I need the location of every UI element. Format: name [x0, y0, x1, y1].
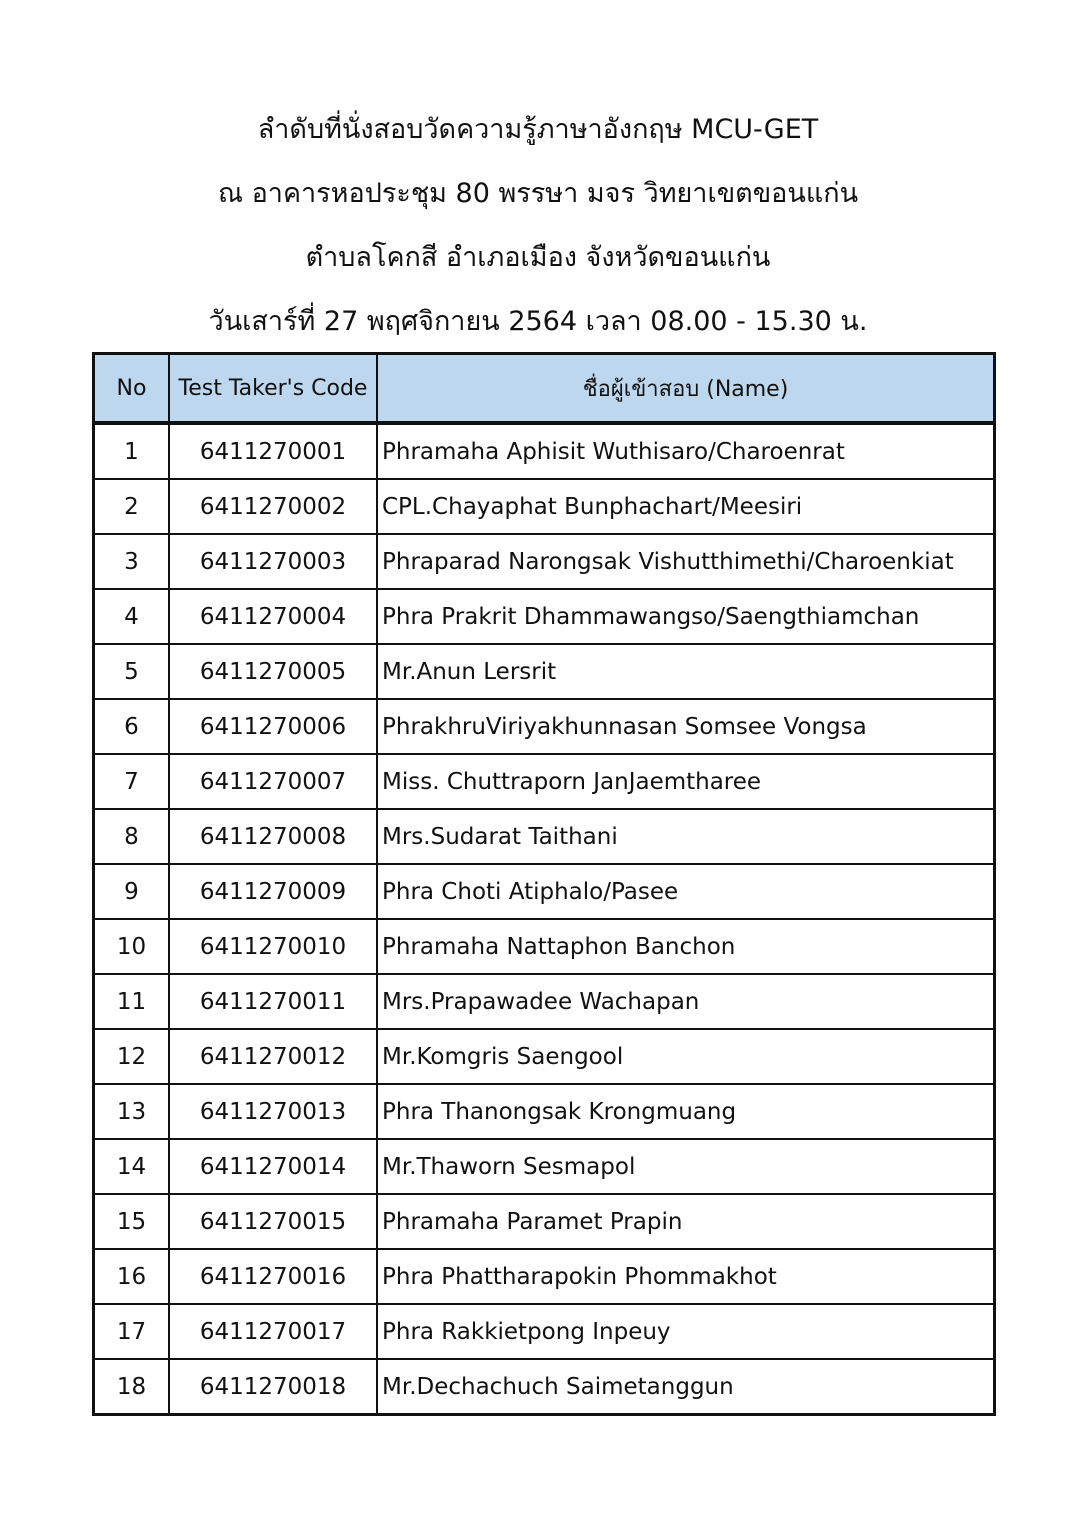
cell-name: Mr.Komgris Saengool	[377, 1029, 995, 1084]
table-row	[94, 809, 995, 864]
cell-name: CPL.Chayaphat Bunphachart/Meesiri	[377, 479, 995, 534]
cell-no: 4	[94, 589, 170, 644]
cell-code: 6411270015	[169, 1194, 377, 1249]
table-row	[94, 919, 995, 974]
table-row	[94, 1249, 995, 1304]
cell-code: 6411270002	[169, 479, 377, 534]
cell-name: Mr.Anun Lersrit	[377, 644, 995, 699]
cell-name: Phra Thanongsak Krongmuang	[377, 1084, 995, 1139]
column-header-code: Test Taker's Code	[169, 354, 377, 424]
cell-name: Mr.Thaworn Sesmapol	[377, 1139, 995, 1194]
column-header-no: No	[94, 354, 170, 424]
cell-no: 2	[94, 479, 170, 534]
table-row	[94, 1029, 995, 1084]
cell-no: 11	[94, 974, 170, 1029]
cell-no: 9	[94, 864, 170, 919]
cell-no: 3	[94, 534, 170, 589]
table-row	[94, 1304, 995, 1359]
cell-name: Mrs.Sudarat Taithani	[377, 809, 995, 864]
cell-no: 16	[94, 1249, 170, 1304]
cell-code: 6411270013	[169, 1084, 377, 1139]
seating-table	[92, 352, 996, 1416]
cell-name: Phraparad Narongsak Vishutthimethi/Charoenkiat	[377, 534, 995, 589]
title-line-exam: ลำดับที่นั่งสอบวัดความรู้ภาษาอังกฤษ MCU-GET	[257, 114, 819, 145]
cell-code: 6411270010	[169, 919, 377, 974]
cell-code: 6411270005	[169, 644, 377, 699]
cell-no: 6	[94, 699, 170, 754]
cell-name: Phra Rakkietpong Inpeuy	[377, 1304, 995, 1359]
cell-no: 12	[94, 1029, 170, 1084]
cell-code: 6411270014	[169, 1139, 377, 1194]
cell-name: Phramaha Paramet Prapin	[377, 1194, 995, 1249]
table-row	[94, 644, 995, 699]
cell-code: 6411270007	[169, 754, 377, 809]
table-row	[94, 1084, 995, 1139]
cell-no: 5	[94, 644, 170, 699]
cell-no: 10	[94, 919, 170, 974]
cell-name: Mr.Dechachuch Saimetanggun	[377, 1359, 995, 1415]
document-header	[0, 98, 1076, 354]
cell-no: 14	[94, 1139, 170, 1194]
cell-name: Phramaha Nattaphon Banchon	[377, 919, 995, 974]
cell-code: 6411270018	[169, 1359, 377, 1415]
cell-code: 6411270006	[169, 699, 377, 754]
cell-code: 6411270003	[169, 534, 377, 589]
table-row	[94, 1359, 995, 1415]
table-row	[94, 974, 995, 1029]
title-line-venue: ณ อาคารหอประชุม 80 พรรษา มจร วิทยาเขตขอนแก่น	[217, 178, 859, 209]
cell-code: 6411270009	[169, 864, 377, 919]
cell-no: 18	[94, 1359, 170, 1415]
table-row	[94, 699, 995, 754]
cell-name: Phra Prakrit Dhammawangso/Saengthiamchan	[377, 589, 995, 644]
column-header-name: ชื่อผู้เข้าสอบ (Name)	[377, 354, 995, 424]
title-line-location: ตำบลโคกสี อำเภอเมือง จังหวัดขอนแก่น	[305, 242, 771, 273]
cell-code: 6411270017	[169, 1304, 377, 1359]
table-row	[94, 1139, 995, 1194]
cell-no: 13	[94, 1084, 170, 1139]
cell-code: 6411270012	[169, 1029, 377, 1084]
cell-code: 6411270008	[169, 809, 377, 864]
table-row	[94, 864, 995, 919]
table-row	[94, 754, 995, 809]
table-row	[94, 1194, 995, 1249]
cell-name: Phra Choti Atiphalo/Pasee	[377, 864, 995, 919]
cell-no: 1	[94, 423, 170, 479]
table-row	[94, 423, 995, 479]
cell-name: Mrs.Prapawadee Wachapan	[377, 974, 995, 1029]
cell-name: Phra Phattharapokin Phommakhot	[377, 1249, 995, 1304]
table-row	[94, 589, 995, 644]
table-row	[94, 534, 995, 589]
cell-no: 17	[94, 1304, 170, 1359]
cell-code: 6411270004	[169, 589, 377, 644]
title-line-date: วันเสาร์ที่ 27 พฤศจิกายน 2564 เวลา 08.00 - 15.30 น.	[208, 306, 868, 337]
table-body	[94, 423, 995, 1415]
cell-name: Phramaha Aphisit Wuthisaro/Charoenrat	[377, 423, 995, 479]
table-header-row	[94, 354, 995, 424]
table-row	[94, 479, 995, 534]
cell-code: 6411270001	[169, 423, 377, 479]
cell-no: 8	[94, 809, 170, 864]
cell-no: 7	[94, 754, 170, 809]
cell-name: Miss. Chuttraporn JanJaemtharee	[377, 754, 995, 809]
cell-code: 6411270016	[169, 1249, 377, 1304]
cell-code: 6411270011	[169, 974, 377, 1029]
cell-no: 15	[94, 1194, 170, 1249]
cell-name: PhrakhruViriyakhunnasan Somsee Vongsa	[377, 699, 995, 754]
